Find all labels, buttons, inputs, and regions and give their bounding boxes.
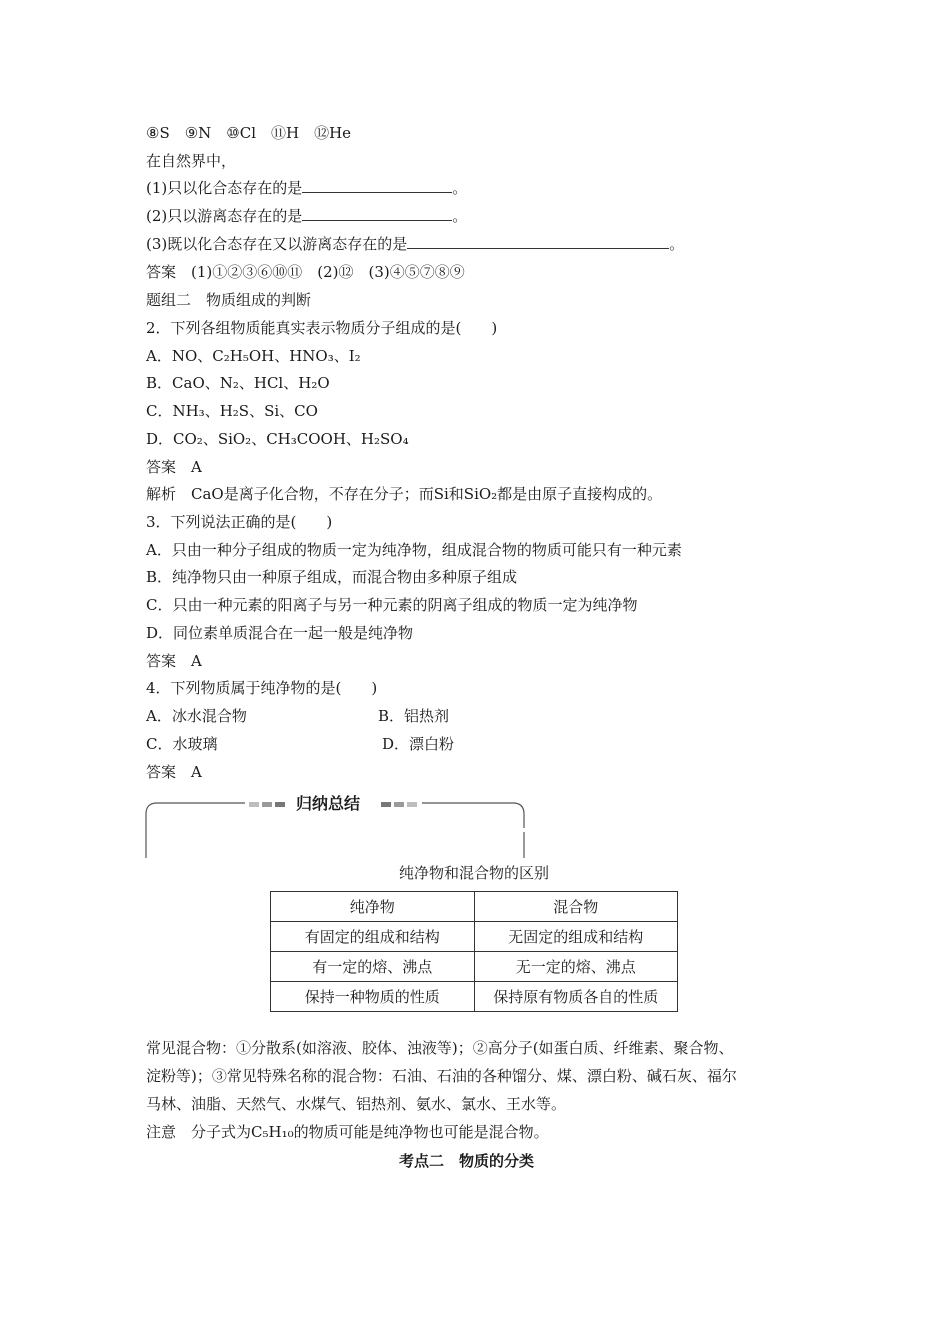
option-4b: B．铝热剂 — [378, 707, 450, 725]
summary-badge: 归纳总结 — [296, 794, 361, 813]
option-2d: D．CO₂、SiO₂、CH₃COOH、H₂SO₄ — [146, 430, 409, 448]
table-title: 纯净物和混合物的区别 — [399, 864, 550, 882]
header-cell: 混合物 — [474, 892, 678, 922]
answer-blank-1 — [302, 178, 452, 193]
question-4: 4．下列物质属于纯净物的是( ) — [146, 679, 378, 697]
mixtures-paragraph-line-2: 淀粉等)；③常见特殊名称的混合物：石油、石油的各种馏分、煤、漂白粉、碱石灰、福尔 — [146, 1067, 737, 1085]
table-cell: 有固定的组成和结构 — [271, 922, 475, 952]
question-2: 2．下列各组物质能真实表示物质分子组成的是( ) — [146, 319, 498, 337]
option-2c: C．NH₃、H₂S、Si、CO — [146, 402, 318, 420]
answer-4: 答案 A — [146, 763, 202, 781]
note-line: 注意 分子式为C₅H₁₀的物质可能是纯净物也可能是混合物。 — [146, 1123, 549, 1141]
answer-3: 答案 A — [146, 652, 202, 670]
answer-line: 答案 (1)①②③⑥⑩⑪ (2)⑫ (3)④⑤⑦⑧⑨ — [146, 263, 465, 281]
option-4a: A．冰水混合物 — [146, 707, 247, 725]
question-part-2 — [146, 206, 467, 226]
table-cell: 无固定的组成和结构 — [474, 922, 678, 952]
options-4-row-1 — [146, 706, 449, 726]
option-3d: D．同位素单质混合在一起一般是纯净物 — [146, 624, 414, 642]
table-cell: 有一定的熔、沸点 — [271, 952, 475, 982]
table-row — [271, 982, 678, 1012]
element-list-line: ⑧S ⑨N ⑩Cl ⑪H ⑫He — [146, 124, 352, 142]
table-cell: 保持原有物质各自的性质 — [474, 982, 678, 1012]
question-part-1 — [146, 178, 467, 198]
part-1-end: 。 — [452, 179, 468, 197]
part-1-text: (1)只以化合态存在的是 — [146, 179, 303, 197]
options-4-row-2 — [146, 734, 454, 754]
mixtures-paragraph-line-3: 马林、油脂、天然气、水煤气、铝热剂、氨水、氯水、王水等。 — [146, 1095, 567, 1113]
answer-blank-2 — [302, 206, 452, 221]
question-3: 3．下列说法正确的是( ) — [146, 513, 333, 531]
question-part-3 — [146, 234, 684, 254]
table-cell: 无一定的熔、沸点 — [474, 952, 678, 982]
part-2-text: (2)只以游离态存在的是 — [146, 207, 303, 225]
section-heading: 考点二 物质的分类 — [399, 1152, 535, 1170]
option-3a: A．只由一种分子组成的物质一定为纯净物，组成混合物的物质可能只有一种元素 — [146, 541, 682, 559]
part-2-end: 。 — [452, 207, 468, 225]
option-4c: C．水玻璃 — [146, 735, 218, 753]
answer-blank-3 — [407, 234, 669, 249]
explanation-2: 解析 CaO是离子化合物，不存在分子；而Si和SiO₂都是由原子直接构成的。 — [146, 485, 663, 503]
group-heading: 题组二 物质组成的判断 — [146, 291, 312, 309]
table-cell: 保持一种物质的性质 — [271, 982, 475, 1012]
mixtures-paragraph-line-1: 常见混合物：①分散系(如溶液、胶体、浊液等)；②高分子(如蛋白质、纤维素、聚合物、 — [146, 1039, 734, 1057]
option-3c: C．只由一种元素的阳离子与另一种元素的阴离子组成的物质一定为纯净物 — [146, 596, 638, 614]
option-4d: D．漂白粉 — [382, 735, 455, 753]
header-cell: 纯净物 — [271, 892, 475, 922]
part-3-end: 。 — [669, 235, 685, 253]
part-3-text: (3)既以化合态存在又以游离态存在的是 — [146, 235, 408, 253]
table-header-row — [271, 892, 678, 922]
answer-2: 答案 A — [146, 458, 202, 476]
option-2b: B．CaO、N₂、HCl、H₂O — [146, 374, 330, 392]
comparison-table — [270, 891, 678, 1012]
option-2a: A．NO、C₂H₅OH、HNO₃、I₂ — [146, 347, 361, 365]
option-3b: B．纯净物只由一种原子组成，而混合物由多种原子组成 — [146, 568, 518, 586]
table-row — [271, 952, 678, 982]
question-intro: 在自然界中， — [146, 152, 237, 170]
table-row — [271, 922, 678, 952]
